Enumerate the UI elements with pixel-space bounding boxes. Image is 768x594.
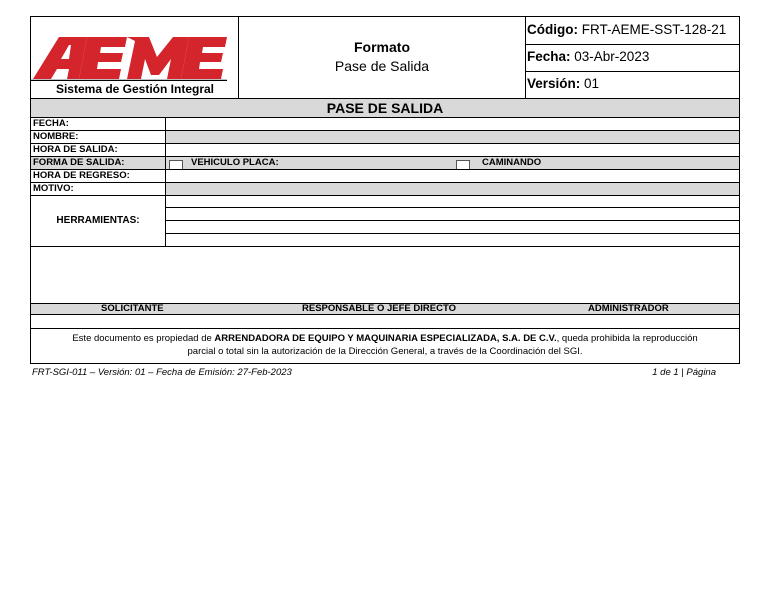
herramientas-line-3[interactable] [166,221,739,234]
logo-subtitle: Sistema de Gestión Integral [55,82,215,96]
nombre-field-label: NOMBRE: [31,131,166,144]
document-meta-cell [526,17,739,98]
document-header [30,16,740,99]
form-title: PASE DE SALIDA [30,99,740,118]
signature-labels [30,303,740,315]
row-hora-salida [30,144,740,157]
herramientas-label: HERRAMIENTAS: [31,196,166,246]
hora-salida-field-label: HORA DE SALIDA: [31,144,166,157]
signature-footer-space [30,315,740,328]
format-title-cell [239,17,526,98]
footer-doc-info: FRT-SGI-011 – Versión: 01 – Fecha de Emisión: 27-Feb-2023 [32,367,292,378]
signature-space [30,247,740,303]
format-label: Formato [354,39,410,55]
footer-page-info: 1 de 1 | Página [652,367,716,378]
fecha-field-label: FECHA: [31,118,166,131]
legal-company: ARRENDADORA DE EQUIPO Y MAQUINARIA ESPECIALIZADA, S.A. DE C.V. [214,333,557,344]
responsable-label: RESPONSABLE O JEFE DIRECTO [302,303,456,314]
legal-line-1 [31,332,739,345]
row-forma-salida [30,157,740,170]
administrador-label: ADMINISTRADOR [588,303,669,314]
herramientas-line-2[interactable] [166,208,739,221]
motivo-field-label: MOTIVO: [31,183,166,196]
row-hora-regreso [30,170,740,183]
forma-salida-field-label: FORMA DE SALIDA: [31,157,166,170]
vehiculo-option-label: VEHICULO PLACA: [191,157,279,168]
row-nombre [30,131,740,144]
codigo-value: FRT-AEME-SST-128-21 [581,22,727,37]
row-fecha [30,118,740,131]
aeme-logo [31,35,239,81]
row-motivo [30,183,740,196]
herramientas-line-1[interactable] [166,196,739,208]
herramientas-section [30,196,740,247]
divider [526,71,739,72]
version-label: Versión: [527,76,581,91]
fecha-row [526,49,739,64]
legal-suffix: , queda prohibida la reproducción [556,333,698,344]
format-name: Pase de Salida [334,58,430,74]
version-value: 01 [584,76,600,91]
caminando-option-label: CAMINANDO [482,157,542,168]
fecha-label: Fecha: [527,49,571,64]
logo-cell [31,17,239,98]
herramientas-line-4[interactable] [166,234,739,246]
solicitante-label: SOLICITANTE [101,303,164,314]
legal-prefix: Este documento es propiedad de [72,333,215,344]
codigo-label: Código: [527,22,578,37]
hora-regreso-field-label: HORA DE REGRESO: [31,170,166,183]
codigo-row [526,22,739,37]
legal-line-2: parcial o total sin la autorización de la Dirección General, a través de la Coordinación del SGI. [187,346,583,357]
divider [526,44,739,45]
legal-notice [30,328,740,364]
version-row [526,76,739,91]
fecha-value: 03-Abr-2023 [574,49,650,64]
